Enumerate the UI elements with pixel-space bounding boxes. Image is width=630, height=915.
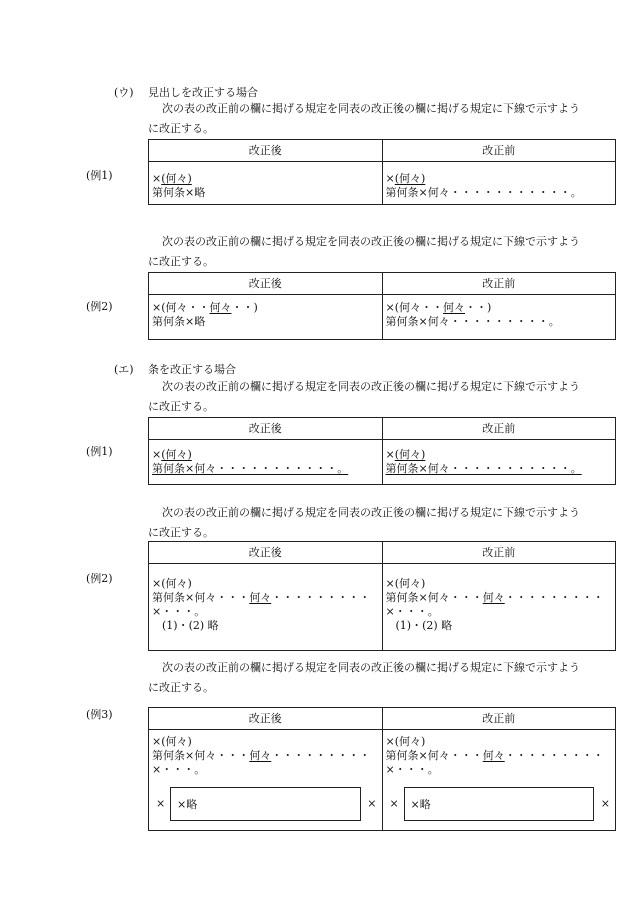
- header-after: 改正後: [149, 273, 383, 295]
- instruction-e-3: 次の表の改正前の欄に掲げる規定を同表の改正後の欄に掲げる規定に下線で示すよう に改正する。: [148, 661, 580, 694]
- instruction-e-1: 次の表の改正前の欄に掲げる規定を同表の改正後の欄に掲げる規定に下線で示すよう に改正する。: [148, 380, 580, 413]
- example-label-e-1: (例1): [86, 445, 113, 458]
- header-after: 改正後: [149, 418, 383, 440]
- provision-box: ×略: [404, 787, 595, 821]
- cell-before: ×(何々) 第何条×何々・・・・・・・・・・・。: [382, 440, 616, 485]
- cell-before: ×(何々) 第何条×何々・・・・・・・・・・・。: [382, 162, 616, 205]
- header-after: 改正後: [149, 542, 383, 564]
- comparison-table-u-1: [148, 139, 616, 205]
- cell-before: ×(何々) 第何条×何々・・・何々・・・・・・・・・ ×・・・。 × ×略 ×: [382, 730, 616, 831]
- instruction-u-1: 次の表の改正前の欄に掲げる規定を同表の改正後の欄に掲げる規定に下線で示すよう に改正する。: [148, 102, 580, 135]
- cell-before: ×(何々・・何々・・) 第何条×何々・・・・・・・・・。: [382, 295, 616, 340]
- header-before: 改正前: [382, 708, 616, 730]
- cell-after: ×(何々・・何々・・) 第何条×略: [149, 295, 383, 340]
- instruction-u-2: 次の表の改正前の欄に掲げる規定を同表の改正後の欄に掲げる規定に下線で示すよう に改正する。: [148, 235, 580, 268]
- header-before: 改正前: [382, 140, 616, 162]
- boxed-provision: × ×略 ×: [152, 787, 379, 821]
- instruction-e-2: 次の表の改正前の欄に掲げる規定を同表の改正後の欄に掲げる規定に下線で示すよう に改正する。: [148, 506, 580, 539]
- provision-box: ×略: [170, 787, 361, 821]
- cell-after: ×(何々) 第何条×略: [149, 162, 383, 205]
- header-before: 改正前: [382, 418, 616, 440]
- section-e-title: 条を改正する場合: [148, 363, 236, 376]
- comparison-table-e-3: [148, 707, 616, 831]
- header-after: 改正後: [149, 708, 383, 730]
- section-e-marker: (エ): [114, 363, 134, 376]
- cell-after: ×(何々) 第何条×何々・・・何々・・・・・・・・・ ×・・・。 (1)・(2) 略: [149, 564, 383, 651]
- example-label-u-2: (例2): [86, 300, 113, 313]
- header-before: 改正前: [382, 542, 616, 564]
- cell-after: ×(何々) 第何条×何々・・・・・・・・・・・。: [149, 440, 383, 485]
- header-before: 改正前: [382, 273, 616, 295]
- example-label-u-1: (例1): [86, 169, 113, 182]
- comparison-table-u-2: [148, 272, 616, 340]
- comparison-table-e-2: [148, 541, 616, 651]
- comparison-table-e-1: [148, 417, 616, 485]
- example-label-e-3: (例3): [86, 708, 113, 721]
- example-label-e-2: (例2): [86, 572, 113, 585]
- boxed-provision: × ×略 ×: [386, 787, 613, 821]
- cell-before: ×(何々) 第何条×何々・・・何々・・・・・・・・・ ×・・・。 (1)・(2) 略: [382, 564, 616, 651]
- cell-after: ×(何々) 第何条×何々・・・何々・・・・・・・・・ ×・・・。 × ×略 ×: [149, 730, 383, 831]
- header-after: 改正後: [149, 140, 383, 162]
- section-u-marker: (ウ): [114, 86, 134, 99]
- section-u-title: 見出しを改正する場合: [148, 86, 258, 99]
